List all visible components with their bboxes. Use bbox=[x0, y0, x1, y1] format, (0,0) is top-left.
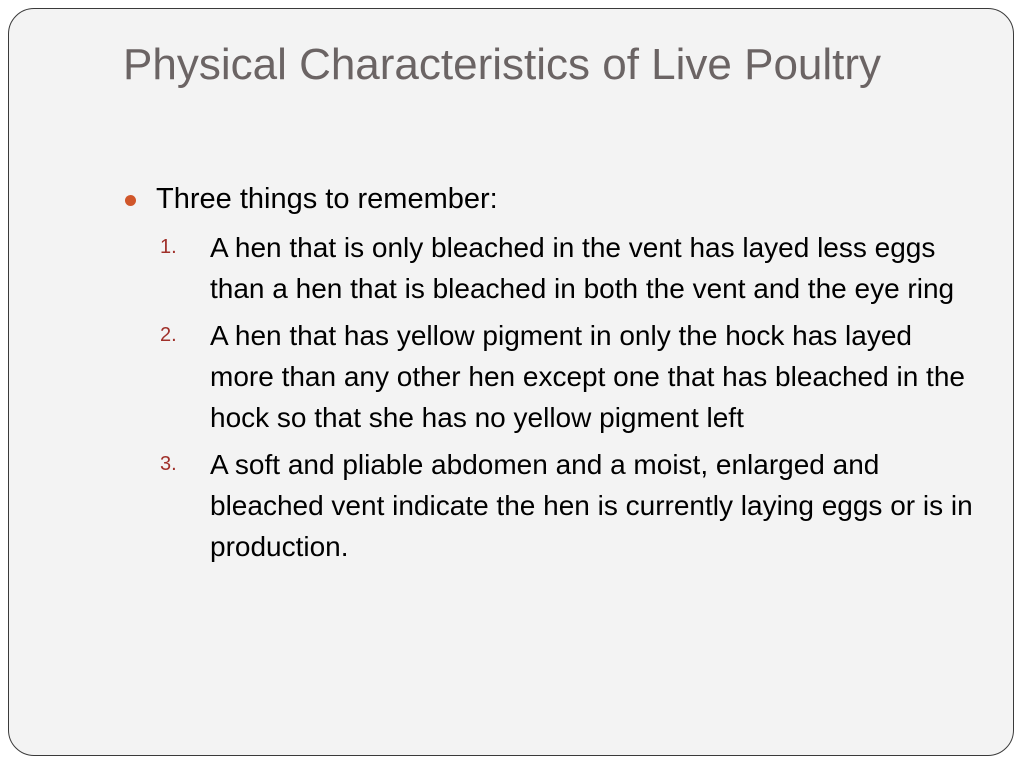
slide-frame bbox=[8, 8, 1014, 756]
list-item-text: A hen that is only bleached in the vent has layed less eggs than a hen that is bleached in both the vent and the eye ring bbox=[210, 232, 955, 304]
list-marker: 2. bbox=[160, 324, 177, 346]
list-item-text: A soft and pliable abdomen and a moist, enlarged and bleached vent indicate the hen is currently laying eggs or is in production. bbox=[210, 449, 973, 562]
slide-title: Physical Characteristics of Live Poultry bbox=[123, 40, 882, 89]
list-item bbox=[160, 315, 983, 438]
bullet-text: Three things to remember: bbox=[156, 183, 498, 215]
list-item-text: A hen that has yellow pigment in only the hock has layed more than any other hen except one that has bleached in the hock so that she has no yellow pigment left bbox=[210, 320, 965, 433]
bullet-item bbox=[123, 179, 983, 219]
list-marker: 1. bbox=[160, 236, 177, 258]
slide-content bbox=[123, 179, 983, 573]
list-item bbox=[160, 227, 983, 309]
list-item bbox=[160, 444, 983, 567]
bullet-dot-icon bbox=[125, 195, 136, 206]
list-marker: 3. bbox=[160, 453, 177, 475]
numbered-list bbox=[123, 227, 983, 567]
